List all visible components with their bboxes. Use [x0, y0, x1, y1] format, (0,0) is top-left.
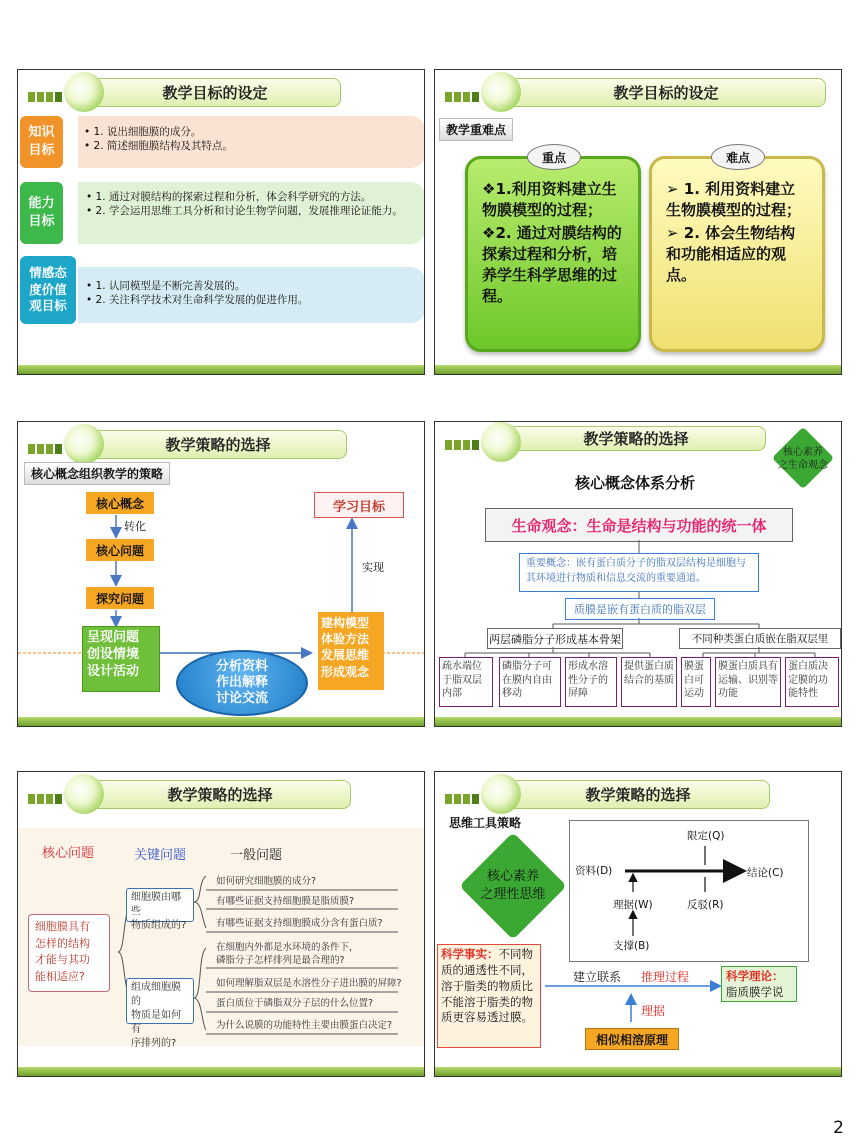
leaf-box: 膜蛋白质具有运输、识别等功能 [715, 657, 781, 707]
flow-core-question: 核心问题 [86, 539, 154, 561]
goal-item: • 1. 通过对膜结构的探索过程和分析，体会科学研究的方法。 [86, 191, 372, 203]
page-number: 2 [833, 1118, 844, 1138]
key-question-box: 组成细胞膜的 物质是如何有 序排列的? [126, 978, 194, 1024]
slide-footer [435, 1067, 841, 1076]
slide-core-concept-strategy [17, 421, 425, 727]
life-concept-box: 生命观念：生命是结构与功能的统一体 [485, 508, 793, 542]
section-label: 思维工具策略 [449, 816, 522, 830]
situation-box: 呈现问题 创设情境 设计活动 [82, 626, 160, 692]
slide-concept-system [434, 421, 842, 727]
slide-question-chain [17, 771, 425, 1077]
general-question: 磷脂分子怎样排列是最合理的? [216, 955, 345, 966]
general-question: 为什么说膜的功能特性主要由膜蛋白决定? [216, 1020, 393, 1031]
difficulty-point: ➢ 1. 利用资料建立生物膜模型的过程； [666, 180, 802, 220]
transform-label: 转化 [124, 520, 146, 533]
goal-item: • 2. 简述细胞膜结构及其特点。 [84, 140, 233, 153]
important-concept-box: 重要概念：嵌有蛋白质分子的脂双层结构是细胞与其环境进行物质和信息交流的重要通道。 [519, 553, 759, 592]
leaf-box: 磷脂分子可在膜内自由移动 [499, 657, 561, 707]
difficulty-point: ➢ 2. 体会生物结构和功能相适应的观点。 [666, 223, 796, 285]
general-question: 如何理解脂双层是水溶性分子进出膜的屏障? [216, 978, 402, 989]
goal-knowledge-label: 知识目标 [20, 116, 63, 168]
leaf-box: 提供蛋白质结合的基质 [621, 657, 677, 707]
slide-title: 教学目标的设定 [90, 78, 341, 107]
header-orb [481, 72, 521, 112]
section-label: 教学重难点 [439, 118, 513, 141]
slide-teaching-goals [17, 69, 425, 375]
general-question: 有哪些证据支持细胞膜是脂质膜? [216, 896, 355, 907]
flow-core-concept: 核心概念 [86, 492, 154, 514]
slide-footer [18, 365, 424, 374]
lipid-branch-box: 两层磷脂分子形成基本骨架 [487, 628, 623, 649]
leaf-box: 蛋白质决定膜的功能特性 [785, 657, 839, 707]
general-question: 蛋白质位于磷脂双分子层的什么位置? [216, 998, 374, 1009]
header-blocks [28, 92, 62, 102]
header-key: 关键问题 [134, 848, 187, 863]
goal-item: • 1. 认同模型是不断完善发展的。 [86, 280, 246, 292]
toulmin-backing: 支撑(B) [613, 940, 650, 952]
slide-title: 教学策略的选择 [90, 780, 351, 809]
warrant-label: 理据 [641, 1004, 666, 1018]
flow-inquiry-question: 探究问题 [86, 587, 154, 609]
analysis-oval: 分析资料 作出解释 讨论交流 [176, 650, 308, 716]
goal-item: • 2. 关注科学技术对生命科学发展的促进作用。 [86, 294, 309, 307]
leaf-box: 形成水溶性分子的屏障 [565, 657, 617, 707]
slide-title: 教学策略的选择 [507, 780, 770, 809]
badge-text: 核心素养 之生命观念 [778, 447, 828, 471]
concept-heading: 核心概念体系分析 [575, 474, 696, 492]
header-orb [64, 72, 104, 112]
slide-key-difficulties [434, 69, 842, 375]
difficulty-label: 难点 [711, 144, 765, 170]
key-question-box: 细胞膜由哪些 物质组成的? [126, 888, 194, 922]
toulmin-data: 资料(D) [575, 865, 613, 877]
leaf-box: 膜蛋白可运动 [681, 657, 711, 707]
toulmin-rebuttal: 反驳(R) [687, 899, 724, 911]
key-points-card [465, 156, 641, 352]
learning-goal-box: 学习目标 [314, 492, 404, 518]
model-box: 建构模型 体验方法 发展思维 形成观念 [318, 612, 384, 690]
general-question: 如何研究细胞膜的成分? [216, 876, 317, 887]
slide-header [18, 70, 424, 112]
slide-title: 教学策略的选择 [90, 430, 347, 459]
link-label: 建立联系 [573, 970, 622, 984]
science-theory-box: 科学理论： 脂质膜学说 [721, 966, 797, 1002]
header-blocks [445, 92, 479, 102]
header-general: 一般问题 [230, 848, 283, 863]
goal-ability-items [78, 182, 425, 244]
goal-item: • 2. 学会运用思维工具分析和讨论生物学问题，发展推理论证能力。 [86, 205, 403, 218]
leaf-box: 疏水端位于脂双层内部 [439, 657, 493, 707]
goal-attitude-label: 情感态度价值观目标 [20, 256, 76, 324]
slide-footer [18, 1067, 424, 1076]
slide-footer [435, 365, 841, 374]
principle-box: 相似相溶原理 [585, 1028, 679, 1050]
slide-header [435, 70, 841, 112]
slide-title: 教学策略的选择 [507, 426, 766, 451]
goal-ability-label: 能力目标 [20, 182, 63, 244]
reasoning-label: 推理过程 [641, 970, 690, 984]
goal-knowledge-items [78, 116, 425, 168]
difficulty-card [649, 156, 825, 352]
slide-thinking-tools [434, 771, 842, 1077]
literacy-text: 核心素养 之理性思维 [480, 869, 546, 903]
general-question: 在细胞内外都是水环境的条件下， [216, 942, 359, 953]
slide-title: 教学目标的设定 [507, 78, 826, 107]
general-question: 有哪些证据支持细胞膜成分含有蛋白质? [216, 918, 383, 929]
slide-footer [435, 717, 841, 726]
core-question-box: 细胞膜具有 怎样的结构 才能与其功 能相适应? [28, 914, 110, 992]
toulmin-claim: 结论(C) [747, 867, 784, 879]
science-fact-box: 科学事实：不同物质的通透性不同，溶于脂类的物质比不能溶于脂类的物质更容易透过膜。 [437, 944, 541, 1048]
key-point: ❖1.利用资料建立生物膜模型的过程； [482, 180, 617, 220]
realize-label: 实现 [362, 561, 384, 574]
toulmin-qualifier: 限定(Q) [687, 830, 725, 842]
key-point: ❖2. 通过对膜结构的探索过程和分析，培养学生科学思维的过程。 [482, 223, 622, 306]
slide-footer [18, 717, 424, 726]
membrane-box: 质膜是嵌有蛋白质的脂双层 [565, 598, 715, 620]
key-label: 重点 [527, 144, 581, 170]
toulmin-warrant: 理据(W) [613, 899, 653, 911]
header-core: 核心问题 [42, 846, 95, 861]
goal-item: • 1. 说出细胞膜的成分。 [84, 126, 202, 138]
section-label: 核心概念组织教学的策略 [24, 462, 170, 485]
goal-attitude-items [78, 267, 425, 323]
protein-branch-box: 不同种类蛋白质嵌在脂双层里 [679, 628, 841, 649]
